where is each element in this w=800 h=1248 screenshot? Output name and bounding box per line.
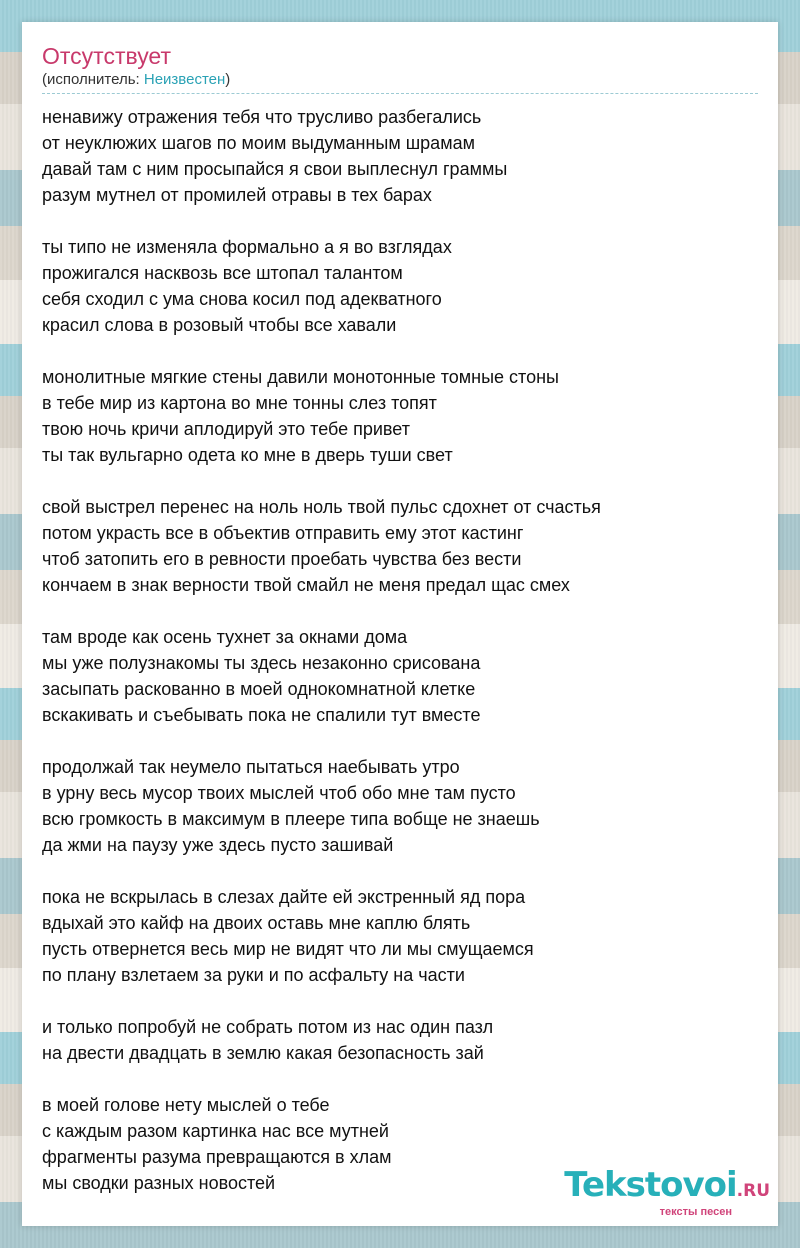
lyrics-line: фрагменты разума превращаются в хлам [42,1147,392,1167]
lyrics-card [22,22,778,1226]
site-logo[interactable] [564,1165,770,1218]
lyrics-line: да жми на паузу уже здесь пусто зашивай [42,835,394,855]
logo-tld: .RU [736,1181,770,1201]
lyrics-line: в урну весь мусор твоих мыслей чтоб обо мне там пусто [42,783,516,803]
lyrics-line: и только попробуй не собрать потом из нас один пазл [42,1017,494,1037]
lyrics-line: вскакивать и съебывать пока не спалили тут вместе [42,705,481,725]
lyrics-line: там вроде как осень тухнет за окнами дома [42,627,408,647]
lyrics-stanza [42,884,758,988]
lyrics-line: кончаем в знак верности твой смайл не меня предал щас смех [42,575,570,595]
lyrics-line: в моей голове нету мыслей о тебе [42,1095,330,1115]
lyrics-line: твою ночь кричи аплодируй это тебе привет [42,419,410,439]
lyrics-line: давай там с ним просыпайся я свои выплеснул граммы [42,159,508,179]
lyrics-line: ненавижу отражения тебя что трусливо разбегались [42,107,482,127]
lyrics-stanza [42,754,758,858]
lyrics-line: свой выстрел перенес на ноль ноль твой пульс сдохнет от счастья [42,497,601,517]
lyrics-line: ты типо не изменяла формально а я во взглядах [42,237,452,257]
song-title: Отсутствует [42,43,171,69]
lyrics-stanza [42,1014,758,1066]
lyrics-line: всю громкость в максимум в плеере типа вобще не знаешь [42,809,540,829]
logo-name: Tekstovoi [564,1165,737,1205]
lyrics-line: чтоб затопить его в ревности проебать чувства без вести [42,549,522,569]
lyrics-line: мы уже полузнакомы ты здесь незаконно срисована [42,653,481,673]
lyrics-stanza [42,234,758,338]
lyrics-line: пока не вскрылась в слезах дайте ей экстренный яд пора [42,887,526,907]
lyrics-line: разум мутнел от промилей отравы в тех барах [42,185,432,205]
artist-link[interactable]: Неизвестен [143,71,226,88]
lyrics-line: красил слова в розовый чтобы все хавали [42,315,397,335]
lyrics-line: в тебе мир из картона во мне тонны слез топят [42,393,437,413]
lyrics-body [42,104,758,1196]
lyrics-line: пусть отвернется весь мир не видят что ли мы смущаемся [42,939,534,959]
lyrics-stanza [42,364,758,468]
artist-byline [42,70,758,94]
lyrics-line: мы сводки разных новостей [42,1173,276,1193]
lyrics-line: на двести двадцать в землю какая безопасность зай [42,1043,484,1063]
lyrics-line: прожигался насквозь все штопал талантом [42,263,403,283]
logo-tagline: тексты песен [659,1206,732,1218]
lyrics-stanza [42,104,758,208]
lyrics-stanza [42,494,758,598]
lyrics-line: монолитные мягкие стены давили монотонные томные стоны [42,367,559,387]
lyrics-line: себя сходил с ума снова косил под адекватного [42,289,442,309]
lyrics-line: от неуклюжих шагов по моим выдуманным шрамам [42,133,475,153]
lyrics-line: ты так вульгарно одета ко мне в дверь туши свет [42,445,453,465]
lyrics-line: потом украсть все в объектив отправить ему этот кастинг [42,523,524,543]
lyrics-line: продолжай так неумело пытаться наебывать утро [42,757,460,777]
byline-suffix: ) [225,71,231,88]
lyrics-line: засыпать раскованно в моей однокомнатной клетке [42,679,476,699]
lyrics-line: вдыхай это кайф на двоих оставь мне каплю блять [42,913,471,933]
lyrics-line: по плану взлетаем за руки и по асфальту на части [42,965,465,985]
byline-prefix: (исполнитель: [42,71,144,88]
lyrics-line: с каждым разом картинка нас все мутней [42,1121,389,1141]
lyrics-stanza [42,624,758,728]
